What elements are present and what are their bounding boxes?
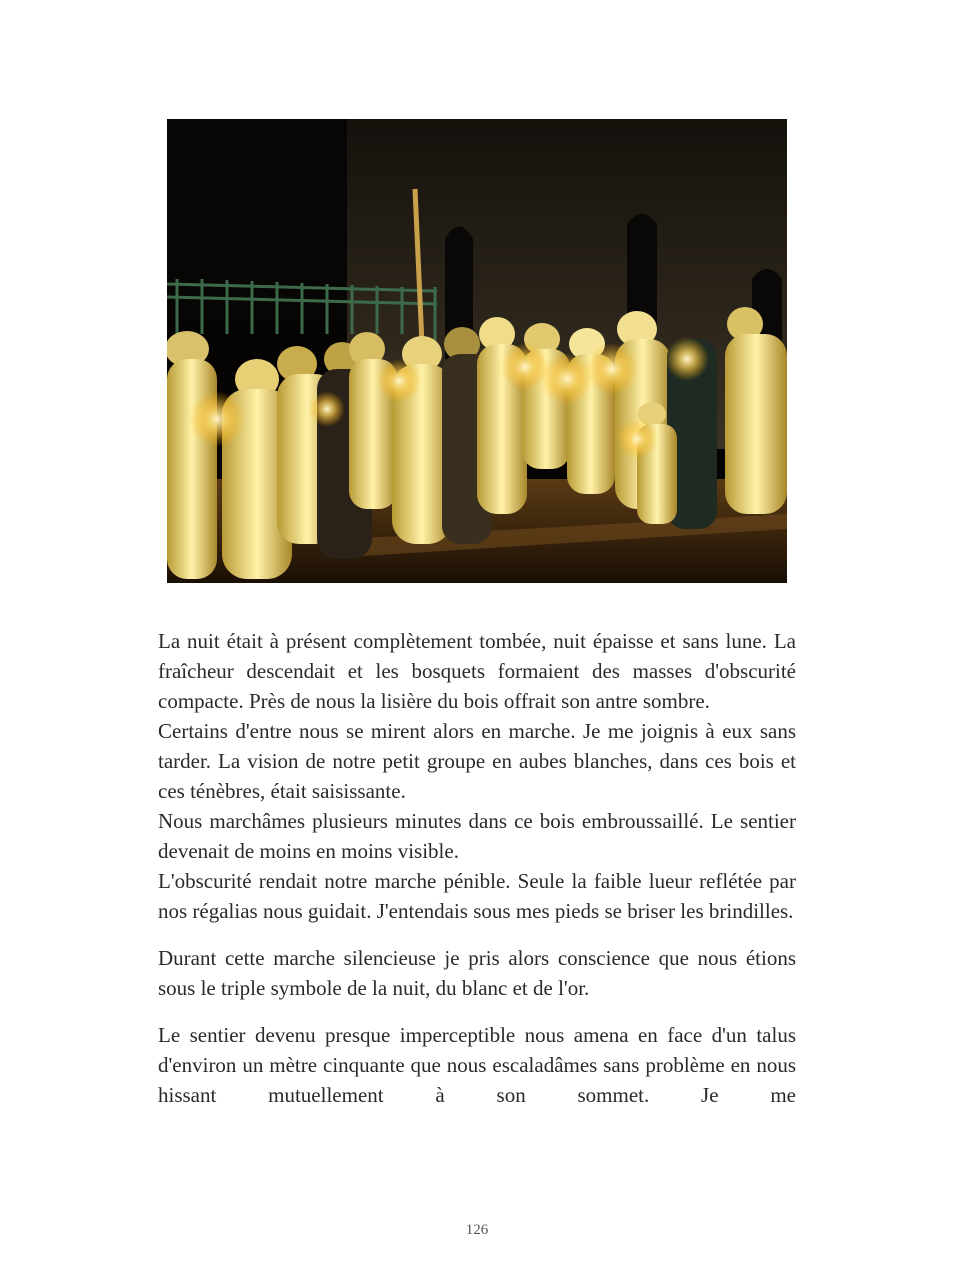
paragraph-4: L'obscurité rendait notre marche pénible. Seule la faible lueur reflétée par nos régalias nous guidait. J'entendais sous mes pieds se briser les brindilles. [158,869,796,923]
paragraph-6: Le sentier devenu presque imperceptible nous amena en face d'un talus d'environ un mètre cinquante que nous escaladâmes sans problème en nous hissant mutuellement à son sommet. Je me [158,1023,796,1107]
paragraph-3: Nous marchâmes plusieurs minutes dans ce bois embroussaillé. Le sentier devenait de moins en moins visible. [158,809,796,863]
paragraph-2: Certains d'entre nous se mirent alors en marche. Je me joignis à eux sans tarder. La vision de notre petit groupe en aubes blanches, dans ces bois et ces ténèbres, était saisissante. [158,719,796,803]
page-number: 126 [465,1222,489,1238]
paragraph-5: Durant cette marche silencieuse je pris alors conscience que nous étions sous le triple symbole de la nuit, du blanc et de l'or. [158,946,796,1000]
paragraph-1: La nuit était à présent complètement tombée, nuit épaisse et sans lune. La fraîcheur descendait et les bosquets formaient des masses d'obscurité compacte. Près de nous la lisière du bois offrait son antre sombre. [158,629,796,713]
body-text [158,626,796,1110]
night-procession-photo [167,119,787,583]
